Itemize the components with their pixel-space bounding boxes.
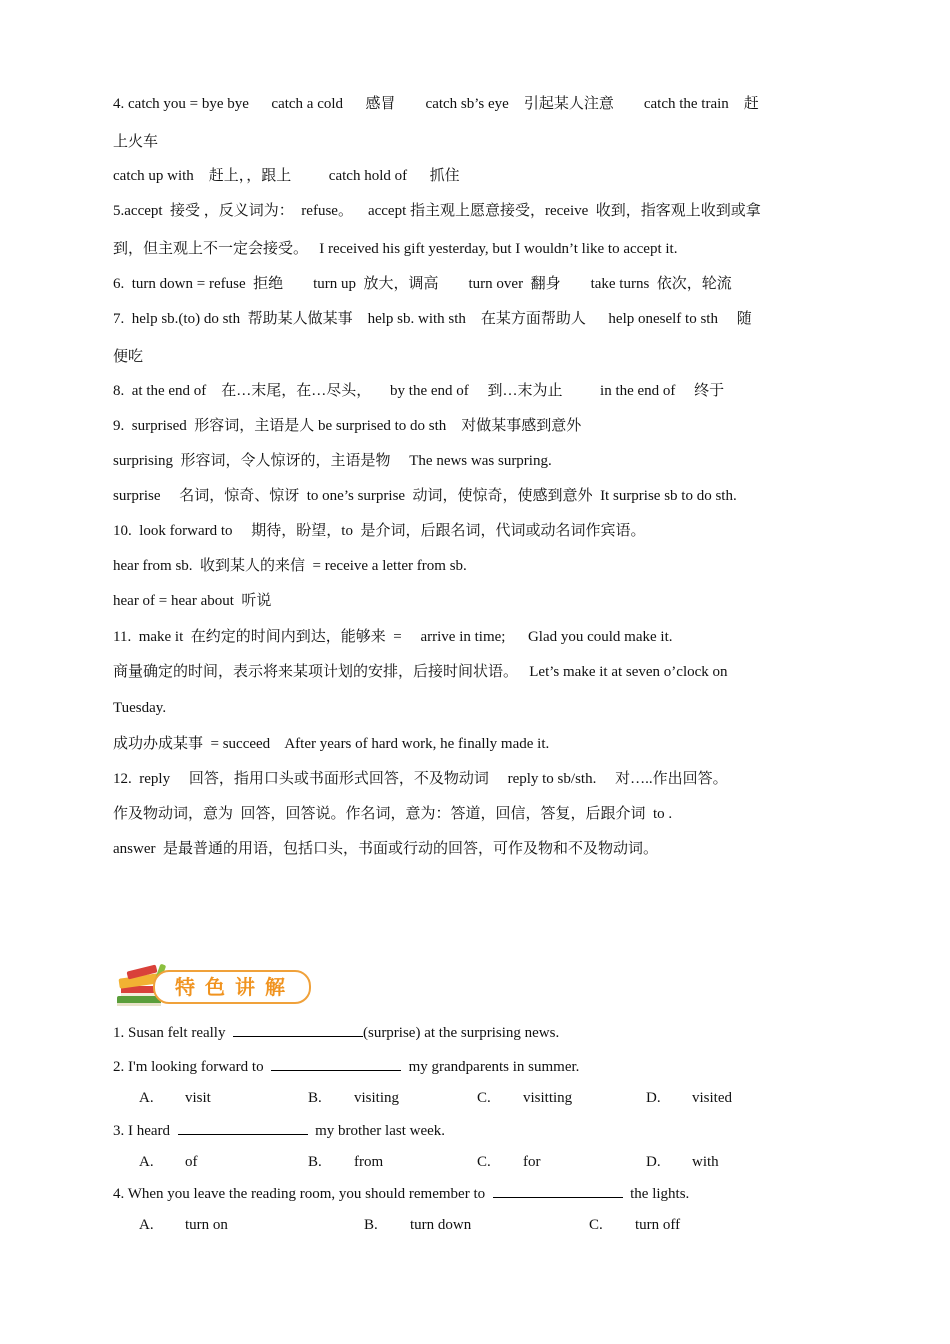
- answer-blank[interactable]: [493, 1183, 623, 1198]
- option-letter: C.: [477, 1090, 491, 1106]
- question-text: (surprise) at the surprising news.: [362, 1025, 560, 1041]
- option-text[interactable]: for: [523, 1154, 541, 1170]
- note-line: 7. help sb.(to) do sth 帮助某人做某事 help sb. with sth 在某方面帮助人 help oneself to sth 随: [113, 311, 752, 327]
- option-letter: B.: [308, 1090, 322, 1106]
- question-2-options: [139, 1088, 839, 1108]
- note-line: hear of = hear about 听说: [113, 593, 272, 609]
- option-text[interactable]: with: [692, 1154, 719, 1170]
- note-line: 12. reply 回答，指用口头或书面形式回答，不及物动词 reply to sb/sth. 对…..作出回答。: [113, 771, 728, 787]
- note-line: 4. catch you = bye bye catch a cold 感冒 catch sb’s eye 引起某人注意 catch the train 赶: [113, 96, 759, 112]
- question-text: 3. I heard: [113, 1123, 178, 1139]
- note-line: 8. at the end of 在…末尾，在…尽头， by the end of 到…末为止 in the end of 终于: [113, 383, 725, 399]
- option-text[interactable]: of: [185, 1154, 198, 1170]
- banner-title: 特色讲解: [175, 975, 295, 999]
- option-text[interactable]: from: [354, 1154, 384, 1170]
- option-letter: B.: [308, 1154, 322, 1170]
- note-line: 6. turn down = refuse 拒绝 turn up 放大，调高 turn over 翻身 take turns 依次，轮流: [113, 276, 732, 292]
- option-text[interactable]: turn down: [410, 1217, 472, 1233]
- option-letter: A.: [139, 1217, 154, 1233]
- note-line: 9. surprised 形容词，主语是人 be surprised to do sth 对做某事感到意外: [113, 418, 582, 434]
- question-1: [113, 1022, 559, 1043]
- option-letter: A.: [139, 1090, 154, 1106]
- answer-blank[interactable]: [271, 1056, 401, 1071]
- option-letter: B.: [364, 1217, 378, 1233]
- note-line: answer 是最普通的用语，包括口头，书面或行动的回答，可作及物和不及物动词。: [113, 841, 658, 857]
- option-letter: D.: [646, 1090, 661, 1106]
- option-letter: C.: [589, 1217, 603, 1233]
- question-text: 1. Susan felt really: [113, 1025, 233, 1041]
- note-line: 到，但主观上不一定会接受。 I received his gift yesterday, but I wouldn’t like to accept it.: [113, 241, 678, 257]
- note-line: 5.accept 接受 ，反义词为： refuse。 accept 指主观上愿意接受，receive 收到，指客观上收到或拿: [113, 203, 761, 219]
- option-letter: A.: [139, 1154, 154, 1170]
- question-4: [113, 1183, 689, 1204]
- note-line: Tuesday.: [113, 700, 167, 716]
- question-3-options: [139, 1152, 839, 1172]
- note-line: 上火车: [113, 134, 159, 150]
- note-line: surprise 名词，惊奇、惊讶 to one’s surprise 动词，使惊奇，使感到意外 It surprise sb to do sth.: [113, 488, 737, 504]
- question-text: 2. I'm looking forward to: [113, 1059, 272, 1075]
- option-text[interactable]: turn off: [635, 1217, 681, 1233]
- section-banner: [113, 962, 313, 1014]
- question-text: my grandparents in summer.: [401, 1059, 580, 1075]
- option-text[interactable]: visiting: [354, 1090, 400, 1106]
- question-text: 4. When you leave the reading room, you should remember to: [113, 1186, 493, 1202]
- question-3: [113, 1120, 445, 1141]
- note-line: 作及物动词，意为 回答，回答说。作名词，意为：答道，回信，答复，后跟介词 to .: [113, 806, 673, 822]
- note-line: catch up with 赶上，，跟上 catch hold of 抓住: [113, 168, 460, 184]
- option-letter: C.: [477, 1154, 491, 1170]
- option-letter: D.: [646, 1154, 661, 1170]
- question-4-options: [139, 1215, 839, 1235]
- note-line: 便吃: [113, 349, 144, 365]
- note-line: surprising 形容词，令人惊讶的，主语是物 The news was surpring.: [113, 453, 552, 469]
- note-line: 11. make it 在约定的时间内到达，能够来 = arrive in time; Glad you could make it.: [113, 629, 673, 645]
- note-line: 成功办成某事 = succeed After years of hard work, he finally made it.: [113, 736, 550, 752]
- answer-blank[interactable]: [178, 1120, 308, 1135]
- note-line: 10. look forward to 期待，盼望，to 是介词，后跟名词，代词或动名词作宾语。: [113, 523, 646, 539]
- answer-blank[interactable]: [233, 1022, 363, 1037]
- option-text[interactable]: visited: [692, 1090, 732, 1106]
- option-text[interactable]: turn on: [185, 1217, 228, 1233]
- question-2: [113, 1056, 579, 1077]
- question-text: my brother last week.: [307, 1123, 446, 1139]
- option-text[interactable]: visitting: [523, 1090, 573, 1106]
- note-line: 商量确定的时间，表示将来某项计划的安排，后接时间状语。 Let’s make it at seven o’clock on: [113, 664, 728, 680]
- question-text: the lights.: [622, 1186, 690, 1202]
- note-line: hear from sb. 收到某人的来信 = receive a letter from sb.: [113, 558, 467, 574]
- option-text[interactable]: visit: [185, 1090, 211, 1106]
